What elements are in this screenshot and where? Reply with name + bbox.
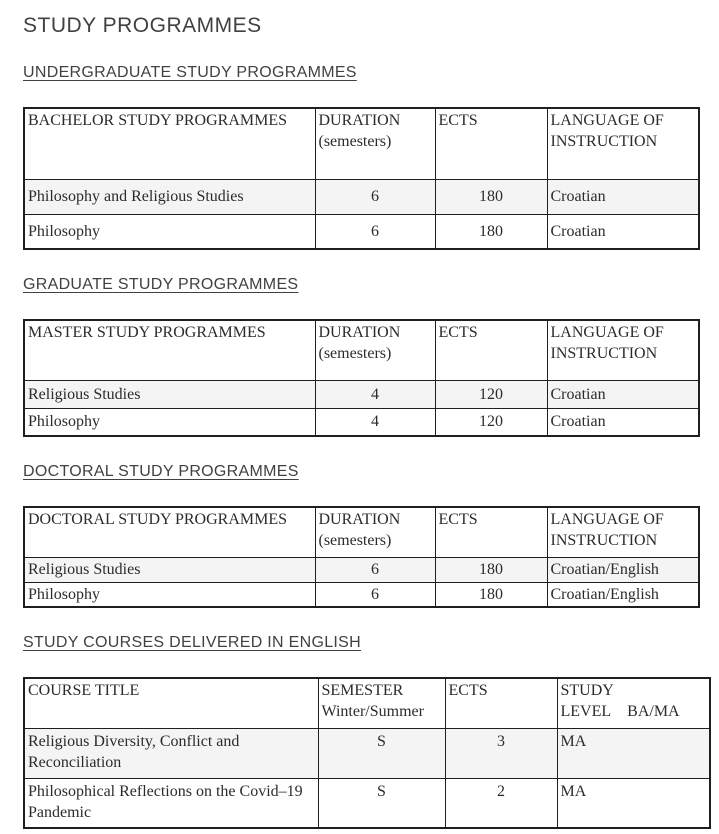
table-row bbox=[24, 582, 699, 607]
english-courses-table bbox=[23, 677, 711, 829]
cell-course-title: Philosophical Reflections on the Covid–19 Pandemic bbox=[24, 778, 318, 828]
cell-language: Croatian bbox=[547, 408, 699, 436]
cell-programme: Philosophy bbox=[24, 214, 315, 249]
cell-duration: 6 bbox=[315, 179, 435, 214]
header-cell-language: LANGUAGE OF INSTRUCTION bbox=[547, 320, 699, 380]
header-cell-language: LANGUAGE OF INSTRUCTION bbox=[547, 507, 699, 557]
table-row bbox=[24, 179, 699, 214]
cell-duration: 4 bbox=[315, 380, 435, 408]
cell-language: Croatian bbox=[547, 179, 699, 214]
table-header-row bbox=[24, 320, 699, 380]
header-cell-language: LANGUAGE OF INSTRUCTION bbox=[547, 108, 699, 179]
cell-programme: Philosophy bbox=[24, 408, 315, 436]
cell-study-level: MA bbox=[557, 728, 710, 778]
header-cell-programme: MASTER STUDY PROGRAMMES bbox=[24, 320, 315, 380]
header-cell-duration: DURATION (semesters) bbox=[315, 108, 435, 179]
section-doctoral bbox=[23, 462, 719, 608]
table-row bbox=[24, 380, 699, 408]
section-heading-undergraduate: UNDERGRADUATE STUDY PROGRAMMES bbox=[23, 64, 357, 81]
cell-course-title: Religious Diversity, Conflict and Reconciliation bbox=[24, 728, 318, 778]
section-heading-graduate: GRADUATE STUDY PROGRAMMES bbox=[23, 276, 299, 293]
section-graduate bbox=[23, 275, 719, 437]
cell-duration: 4 bbox=[315, 408, 435, 436]
header-cell-semester: SEMESTER Winter/Summer bbox=[318, 678, 445, 728]
section-undergraduate bbox=[23, 63, 719, 250]
section-english-courses bbox=[23, 633, 719, 829]
table-header-row bbox=[24, 108, 699, 179]
section-heading-doctoral: DOCTORAL STUDY PROGRAMMES bbox=[23, 463, 299, 480]
cell-language: Croatian bbox=[547, 214, 699, 249]
header-cell-ects: ECTS bbox=[435, 507, 547, 557]
table-row bbox=[24, 214, 699, 249]
header-cell-study-level: STUDY LEVEL BA/MA bbox=[557, 678, 710, 728]
header-cell-programme: BACHELOR STUDY PROGRAMMES bbox=[24, 108, 315, 179]
cell-ects: 180 bbox=[435, 582, 547, 607]
header-cell-duration: DURATION (semesters) bbox=[315, 320, 435, 380]
doctoral-programmes-table bbox=[23, 506, 700, 608]
table-row bbox=[24, 408, 699, 436]
cell-ects: 180 bbox=[435, 179, 547, 214]
section-heading-english-courses: STUDY COURSES DELIVERED IN ENGLISH bbox=[23, 634, 361, 651]
bachelor-programmes-table bbox=[23, 107, 700, 250]
master-programmes-table bbox=[23, 319, 700, 437]
header-cell-ects: ECTS bbox=[435, 320, 547, 380]
cell-duration: 6 bbox=[315, 557, 435, 582]
table-header-row bbox=[24, 507, 699, 557]
table-row bbox=[24, 778, 710, 828]
cell-ects: 120 bbox=[435, 380, 547, 408]
cell-ects: 120 bbox=[435, 408, 547, 436]
table-row bbox=[24, 728, 710, 778]
cell-language: Croatian/English bbox=[547, 557, 699, 582]
header-cell-duration: DURATION (semesters) bbox=[315, 507, 435, 557]
cell-study-level: MA bbox=[557, 778, 710, 828]
cell-duration: 6 bbox=[315, 214, 435, 249]
cell-ects: 2 bbox=[445, 778, 557, 828]
table-row bbox=[24, 557, 699, 582]
header-cell-ects: ECTS bbox=[445, 678, 557, 728]
header-cell-course-title: COURSE TITLE bbox=[24, 678, 318, 728]
cell-programme: Philosophy and Religious Studies bbox=[24, 179, 315, 214]
header-cell-ects: ECTS bbox=[435, 108, 547, 179]
table-header-row bbox=[24, 678, 710, 728]
cell-programme: Religious Studies bbox=[24, 557, 315, 582]
cell-language: Croatian bbox=[547, 380, 699, 408]
cell-ects: 3 bbox=[445, 728, 557, 778]
cell-programme: Philosophy bbox=[24, 582, 315, 607]
cell-ects: 180 bbox=[435, 214, 547, 249]
header-cell-programme: DOCTORAL STUDY PROGRAMMES bbox=[24, 507, 315, 557]
cell-semester: S bbox=[318, 778, 445, 828]
cell-semester: S bbox=[318, 728, 445, 778]
cell-language: Croatian/English bbox=[547, 582, 699, 607]
cell-programme: Religious Studies bbox=[24, 380, 315, 408]
cell-ects: 180 bbox=[435, 557, 547, 582]
cell-duration: 6 bbox=[315, 582, 435, 607]
page-title: STUDY PROGRAMMES bbox=[23, 14, 262, 37]
